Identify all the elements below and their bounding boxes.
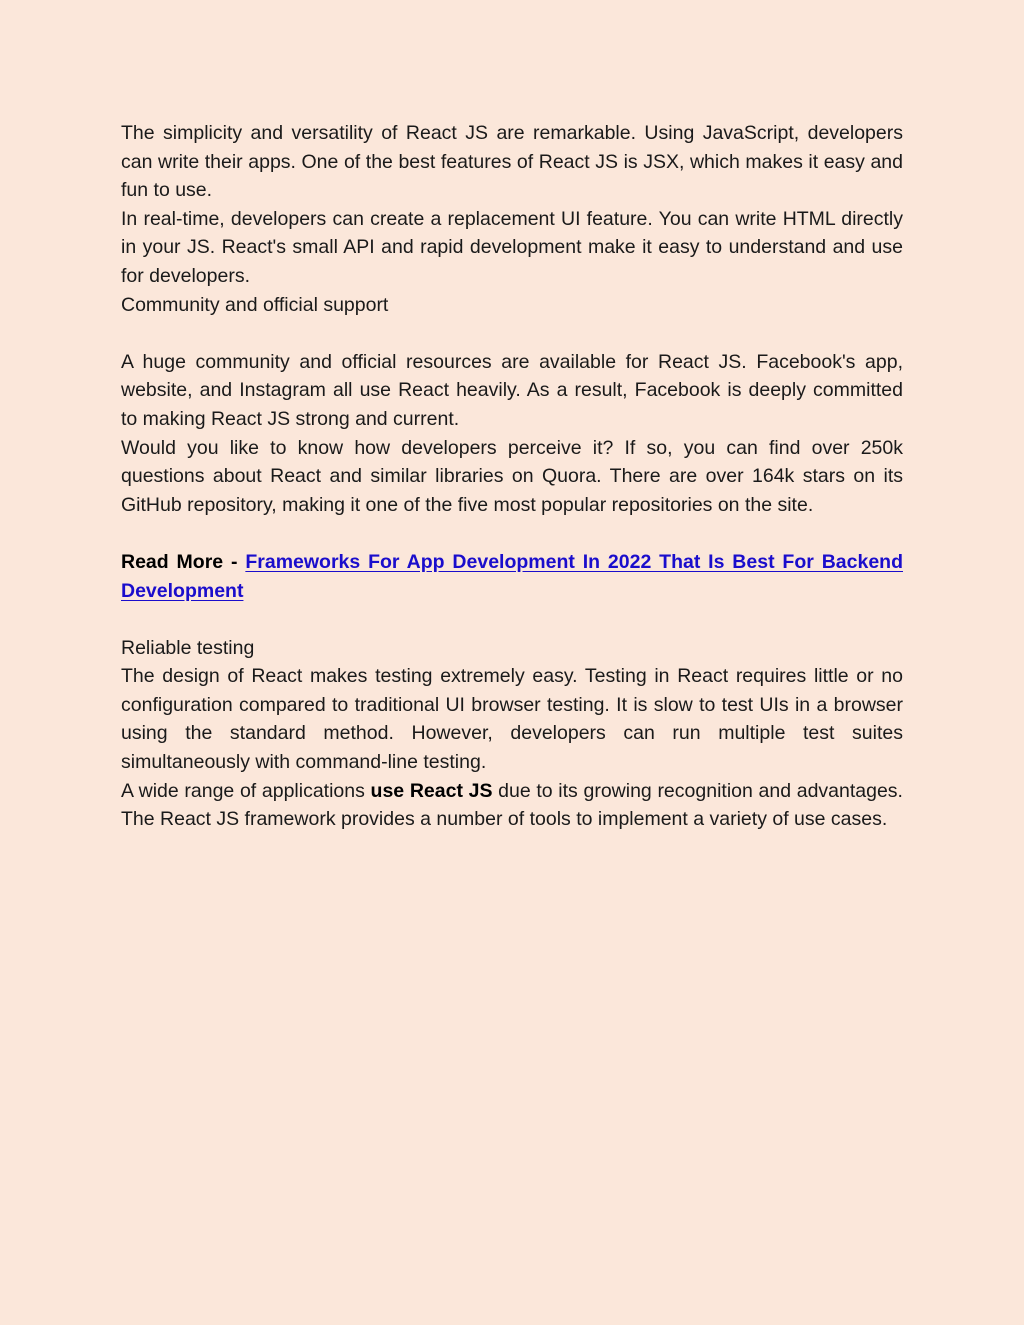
read-more-line [121,548,903,605]
section-heading-community: Community and official support [121,293,389,316]
read-more-label: Read More - [121,550,246,573]
spacer [121,605,903,634]
paragraph-closing [121,777,903,834]
closing-bold-text: use React JS [370,779,493,802]
spacer [121,519,903,548]
section-heading-testing: Reliable testing [121,636,255,659]
paragraph-realtime: In real-time, developers can create a replacement UI feature. You can write HTML directly in your JS. React's small API and rapid development make it easy to understand and use for developers. [121,207,903,287]
paragraph-community: A huge community and official resources are available for React JS. Facebook's app, website, and Instagram all use React heavily. As a result, Facebook is deeply committed to making React JS strong and current. [121,350,903,430]
paragraph-intro: The simplicity and versatility of React JS are remarkable. Using JavaScript, developers can write their apps. One of the best features of React JS is JSX, which makes it easy and fun to use. [121,122,903,202]
document-body [121,119,903,834]
read-more-link[interactable]: Frameworks For App Development In 2022 That Is Best For Backend Development [121,550,903,602]
paragraph-perception: Would you like to know how developers perceive it? If so, you can find over 250k questions about React and similar libraries on Quora. There are over 164k stars on its GitHub repository, making it one of the five most popular repositories on the site. [121,436,903,516]
closing-text-after: due to its growing recognition and advantages. The React JS framework provides a number of tools to implement a variety of use cases. [121,779,903,831]
paragraph-testing: The design of React makes testing extremely easy. Testing in React requires little or no configuration compared to traditional UI browser testing. It is slow to test UIs in a browser using the standard method. However, developers can run multiple test suites simultaneously with command-line testing. [121,665,903,774]
closing-text-before: A wide range of applications [121,779,371,802]
spacer [121,319,903,348]
